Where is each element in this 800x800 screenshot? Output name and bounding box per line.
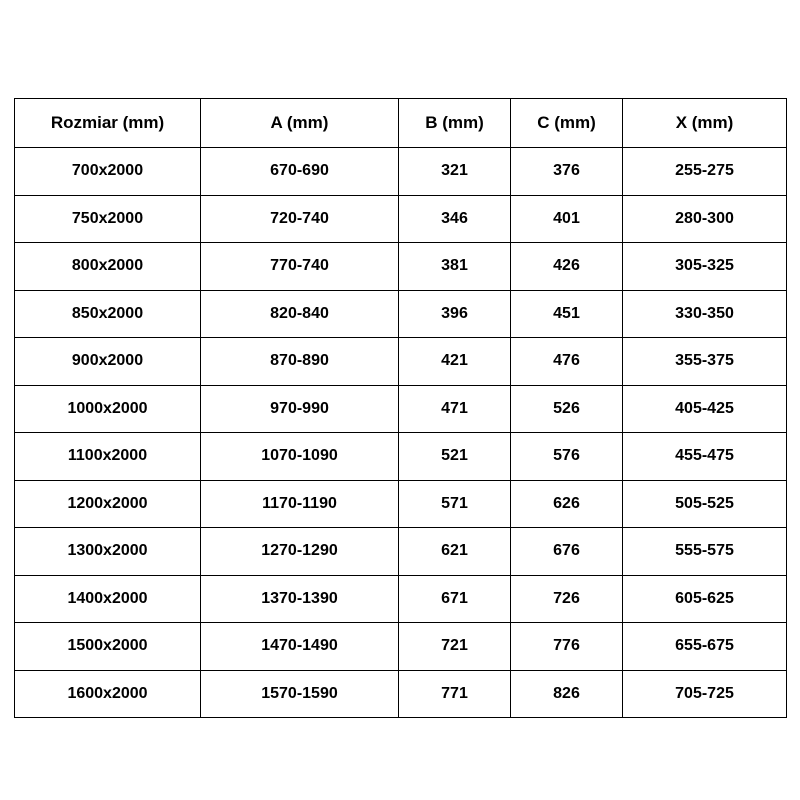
cell-x: 705-725	[623, 670, 787, 718]
column-header-x: X (mm)	[623, 99, 787, 148]
cell-b: 381	[399, 243, 511, 291]
cell-c: 376	[511, 148, 623, 196]
table-row	[15, 575, 787, 623]
cell-size: 1100x2000	[15, 433, 201, 481]
cell-b: 671	[399, 575, 511, 623]
cell-b: 396	[399, 290, 511, 338]
cell-a: 1370-1390	[201, 575, 399, 623]
cell-size: 1600x2000	[15, 670, 201, 718]
table-row	[15, 480, 787, 528]
cell-size: 700x2000	[15, 148, 201, 196]
size-table	[14, 98, 787, 718]
table-row	[15, 433, 787, 481]
cell-x: 555-575	[623, 528, 787, 576]
cell-c: 476	[511, 338, 623, 386]
cell-size: 1000x2000	[15, 385, 201, 433]
cell-c: 576	[511, 433, 623, 481]
cell-a: 720-740	[201, 195, 399, 243]
table-header	[15, 99, 787, 148]
cell-a: 1170-1190	[201, 480, 399, 528]
cell-c: 451	[511, 290, 623, 338]
cell-size: 900x2000	[15, 338, 201, 386]
cell-b: 621	[399, 528, 511, 576]
table-row	[15, 670, 787, 718]
table-row	[15, 243, 787, 291]
cell-a: 970-990	[201, 385, 399, 433]
table-row	[15, 385, 787, 433]
cell-size: 1200x2000	[15, 480, 201, 528]
table-header-row	[15, 99, 787, 148]
cell-size: 1400x2000	[15, 575, 201, 623]
cell-size: 1300x2000	[15, 528, 201, 576]
cell-x: 605-625	[623, 575, 787, 623]
cell-a: 870-890	[201, 338, 399, 386]
cell-x: 330-350	[623, 290, 787, 338]
cell-b: 421	[399, 338, 511, 386]
cell-size: 750x2000	[15, 195, 201, 243]
cell-c: 526	[511, 385, 623, 433]
cell-c: 426	[511, 243, 623, 291]
cell-c: 826	[511, 670, 623, 718]
cell-b: 721	[399, 623, 511, 671]
cell-b: 771	[399, 670, 511, 718]
cell-a: 820-840	[201, 290, 399, 338]
cell-a: 670-690	[201, 148, 399, 196]
cell-b: 571	[399, 480, 511, 528]
cell-b: 471	[399, 385, 511, 433]
cell-a: 1270-1290	[201, 528, 399, 576]
cell-a: 1070-1090	[201, 433, 399, 481]
cell-x: 455-475	[623, 433, 787, 481]
cell-c: 401	[511, 195, 623, 243]
table-row	[15, 338, 787, 386]
cell-b: 321	[399, 148, 511, 196]
cell-b: 346	[399, 195, 511, 243]
table-row	[15, 195, 787, 243]
cell-a: 1570-1590	[201, 670, 399, 718]
table-row	[15, 148, 787, 196]
cell-x: 405-425	[623, 385, 787, 433]
cell-x: 305-325	[623, 243, 787, 291]
cell-c: 626	[511, 480, 623, 528]
size-table-container	[14, 98, 786, 718]
cell-a: 770-740	[201, 243, 399, 291]
table-body	[15, 148, 787, 718]
column-header-rozmiar: Rozmiar (mm)	[15, 99, 201, 148]
cell-a: 1470-1490	[201, 623, 399, 671]
cell-c: 726	[511, 575, 623, 623]
column-header-c: C (mm)	[511, 99, 623, 148]
table-row	[15, 528, 787, 576]
table-row	[15, 290, 787, 338]
cell-size: 800x2000	[15, 243, 201, 291]
column-header-a: A (mm)	[201, 99, 399, 148]
cell-c: 776	[511, 623, 623, 671]
cell-b: 521	[399, 433, 511, 481]
cell-x: 255-275	[623, 148, 787, 196]
cell-x: 355-375	[623, 338, 787, 386]
cell-c: 676	[511, 528, 623, 576]
cell-x: 655-675	[623, 623, 787, 671]
cell-size: 1500x2000	[15, 623, 201, 671]
cell-size: 850x2000	[15, 290, 201, 338]
cell-x: 505-525	[623, 480, 787, 528]
column-header-b: B (mm)	[399, 99, 511, 148]
table-row	[15, 623, 787, 671]
cell-x: 280-300	[623, 195, 787, 243]
